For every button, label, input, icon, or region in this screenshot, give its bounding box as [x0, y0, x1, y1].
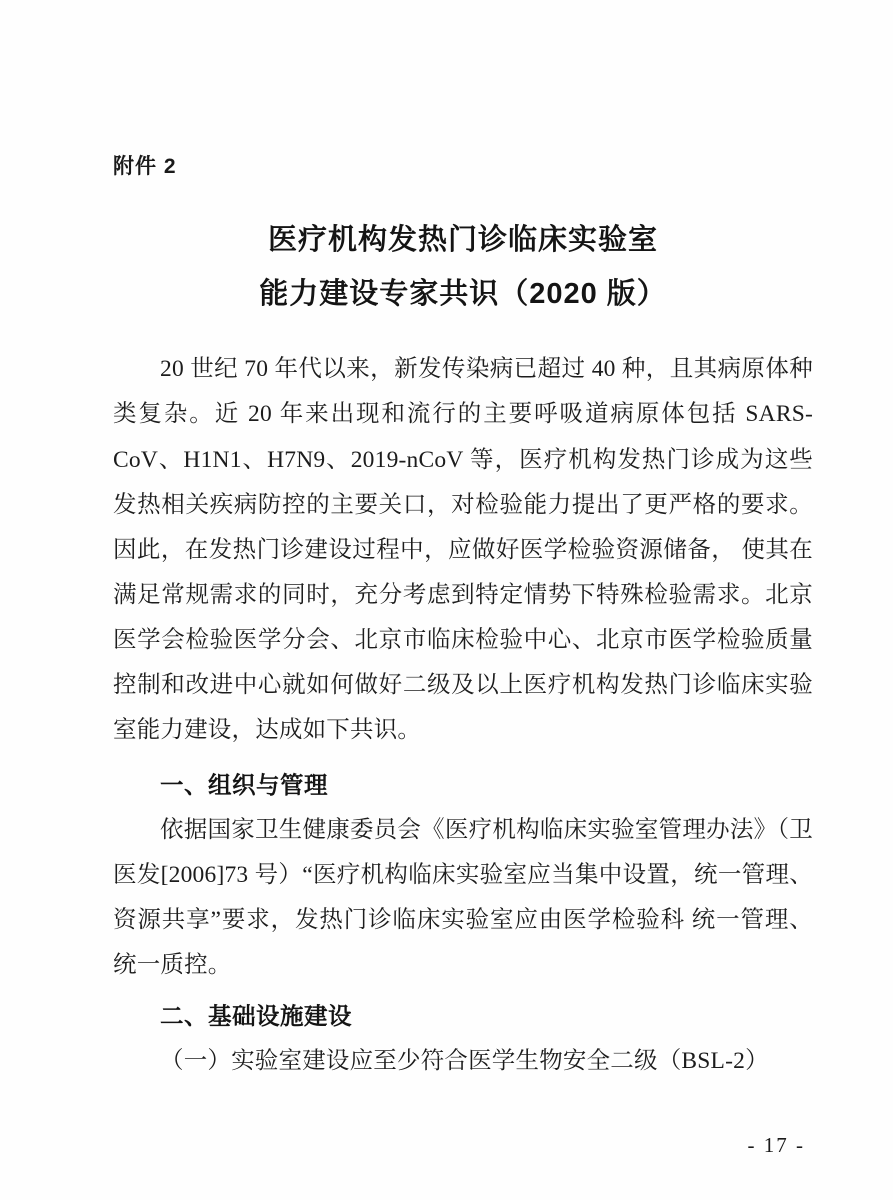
- intro-paragraph: 20 世纪 70 年代以来，新发传染病已超过 40 种，且其病原体种类复杂。近 20 年来出现和流行的主要呼吸道病原体包括 SARS-CoV、H1N1、H7N9、2019-nCoV 等，医疗机构发热门诊成为这些发热相关疾病防控的主要关口，对检验能力提出了更严格的要求。因此，在发热门诊建设过程中，应做好医学检验资源储备， 使其在满足常规需求的同时，充分考虑到特定情势下特殊检验需求。北京医学会检验医学分会、北京市临床检验中心、北京市医学检验质量控制和改进中心就如何做好二级及以上医疗机构发热门诊临床实验室能力建设，达成如下共识。: [113, 356, 813, 744]
- attachment-label: 附件 2: [113, 155, 177, 178]
- document-content: [113, 150, 813, 1088]
- page-title: [113, 214, 813, 321]
- page-title-line-2: 能力建设专家共识（2020 版）: [259, 277, 667, 310]
- section-heading-2: 二、基础设施建设: [160, 1003, 352, 1030]
- page-title-line-1: 医疗机构发热门诊临床实验室: [267, 224, 658, 256]
- section-2-paragraph-1: （一）实验室建设应至少符合医学生物安全二级（BSL-2）: [160, 1047, 769, 1074]
- intro-block: [113, 347, 813, 753]
- section-heading-1: 一、组织与管理: [160, 772, 328, 799]
- section-1-paragraph-1: 依据国家卫生健康委员会《医疗机构临床实验室管理办法》（卫医发[2006]73 号）“医疗机构临床实验室应当集中设置，统一管理、资源共享”要求，发热门诊临床实验室应由医学检验科 统一管理、统一质控。: [113, 816, 813, 979]
- page-number: - 17 -: [747, 1133, 805, 1157]
